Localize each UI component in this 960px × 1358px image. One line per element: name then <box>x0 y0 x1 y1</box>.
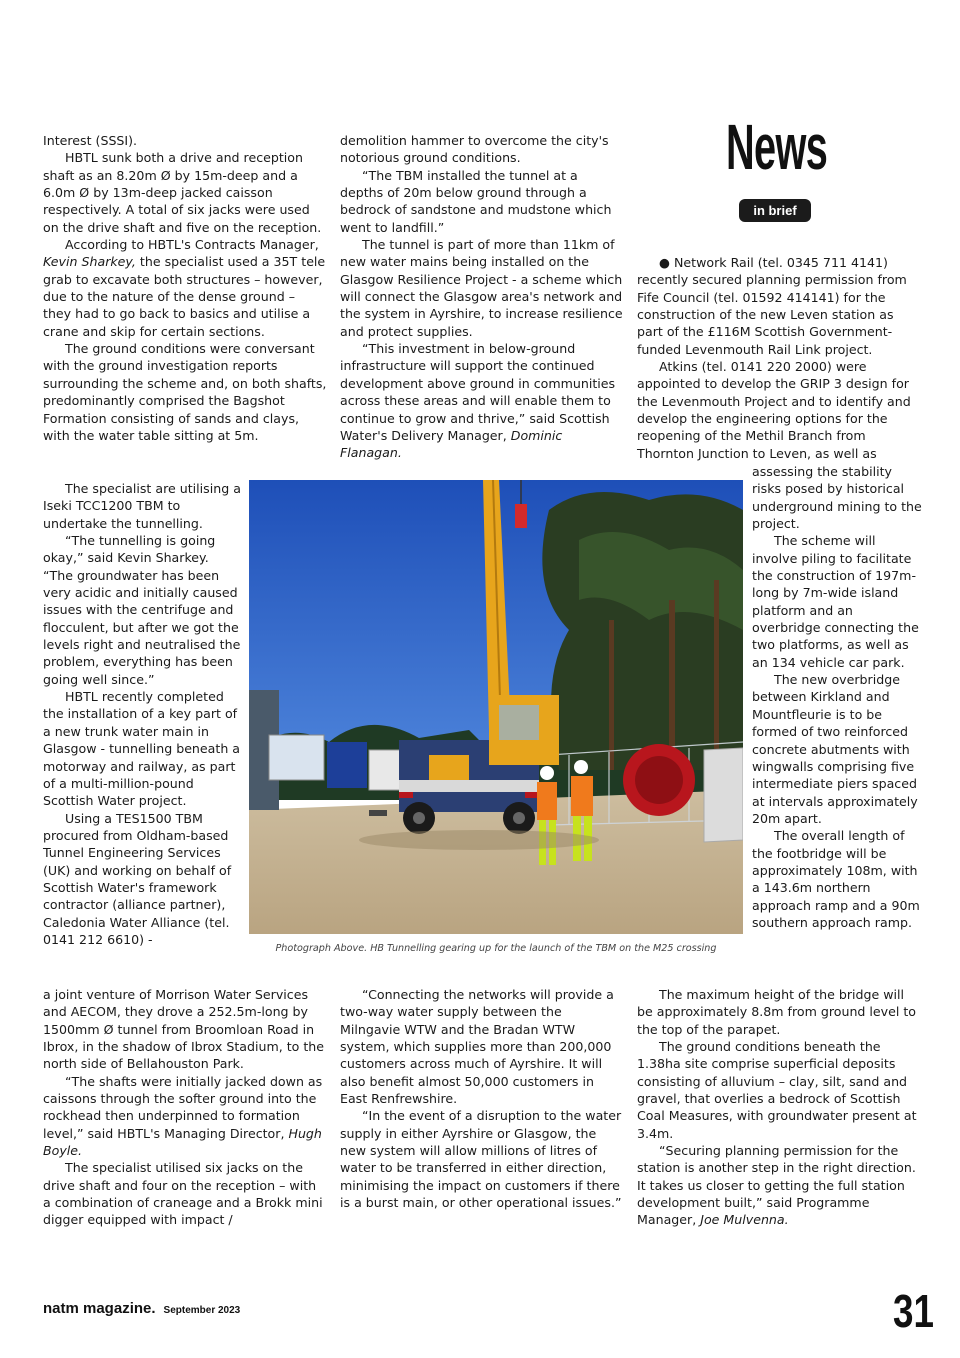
paragraph: a joint venture of Morrison Water Services and AECOM, they drove a 252.5m-long by 1500mm Ø tunnel from Broomloan Road in Ibrox, in the shadow of Ibrox Stadium, to the north side of Bellahouston Park. <box>43 987 325 1072</box>
column-3-top <box>637 254 921 462</box>
paragraph: “In the event of a disruption to the water supply in either Ayrshire or Glasgow, the new system will allow millions of litres of water to be transferred in either direction, minimising the impact on customers if there is a burst main, or other operational issues.” <box>340 1108 622 1211</box>
pine-trees <box>542 492 743 770</box>
paragraph: “This investment in below-ground infrastructure will support the continued development above ground in communities across these areas and will enable them to continue to grow and thrive,” said Scottish Water's Delivery Manager, Dominic Flanagan. <box>340 341 616 461</box>
column-2-top <box>340 132 624 462</box>
paragraph: “Securing planning permission for the station is another step in the right direction. It takes us closer to getting the full station development built,” said Programme Manager, Joe Mulvenna. <box>637 1143 916 1228</box>
paragraph: assessing the stability risks posed by historical underground mining to the project. <box>752 464 922 532</box>
footer-masthead <box>43 1300 240 1317</box>
page-number: 31 <box>893 1285 934 1337</box>
paragraph: The maximum height of the bridge will be approximately 8.8m from ground level to the top of the parapet. <box>637 987 917 1037</box>
paragraph: Atkins (tel. 0141 220 2000) were appointed to develop the GRIP 3 design for the Levenmouth Project and to identify and develop the engineering options for the reopening of the Methil Branch from Thornton Junction to Leven, as well as <box>637 359 911 461</box>
column-2-bottom <box>340 986 624 1211</box>
paragraph: HBTL recently completed the installation of a key part of a new trunk water main in Glasgow - tunnelling beneath a motorway and railway, as part of a multi-million-pound Scottish Water project. <box>43 689 241 809</box>
paragraph: The new overbridge between Kirkland and Mountfleurie is to be formed of two reinforced concrete abutments with wingwalls comprising five intermediate piers spaced at intervals approximately 20m apart. <box>752 672 918 826</box>
paragraph: “The TBM installed the tunnel at a depths of 20m below ground through a bedrock of sandstone and mudstone which went to landfill.” <box>340 167 612 235</box>
paragraph: Using a TES1500 TBM procured from Oldham-based Tunnel Engineering Services (UK) and working on behalf of Scottish Water's framework contractor (alliance partner), Caledonia Water Alliance (tel. 0141 212 6610) - <box>43 810 232 947</box>
in-brief-badge: in brief <box>739 199 811 222</box>
paragraph: “Connecting the networks will provide a two-way water supply between the Milngavie WTW and the Bradan WTW system, which supplies more than 200,000 customers across much of Ayrshire. It will also benefit almost 50,000 customers in East Renfrewshire. <box>340 987 614 1107</box>
issue-date: September 2023 <box>163 1305 241 1316</box>
column-1-bottom <box>43 986 327 1229</box>
column-3-bottom <box>637 986 921 1229</box>
paragraph: The specialist are utilising a Iseki TCC1200 TBM to undertake the tunnelling. <box>43 481 241 531</box>
column-1-narrow <box>43 480 241 948</box>
paragraph: The scheme will involve piling to facilitate the construction of 197m-long by 7m-wide island platform and an overbridge connecting the two platforms, as well as an 134 vehicle car park. <box>752 533 919 670</box>
column-3-narrow <box>752 463 922 931</box>
paragraph: HBTL sunk both a drive and reception shaft as an 8.20m Ø by 15m-deep and a 6.0m Ø by 13m-deep jacked caisson respectively. A total of six jacks were used on the drive shaft and five on the reception. <box>43 150 322 235</box>
photo-illustration <box>249 480 743 934</box>
magazine-name: natm magazine. <box>43 1300 156 1317</box>
crane-site-photo <box>249 480 743 934</box>
paragraph: ● Network Rail (tel. 0345 711 4141) recently secured planning permission from Fife Council (tel. 01592 414141) for the construction of the new Leven station as part of the £116M Scottish Government-funded Levenmouth Rail Link project. <box>637 255 907 357</box>
paragraph: The overall length of the footbridge will be approximately 108m, with a 143.6m northern approach ramp and a 90m southern approach ramp. <box>752 828 920 930</box>
paragraph: Interest (SSSI). <box>43 133 138 148</box>
paragraph: “The tunnelling is going okay,” said Kevin Sharkey. “The groundwater has been very acidic and initially caused issues with the centrifuge and flocculent, but after we got the levels right and neutralised the problem, everything has been going well since.” <box>43 533 241 687</box>
paragraph: The tunnel is part of more than 11km of new water mains being installed on the Glasgow Resilience Project - a scheme which will connect the Glasgow area's network and the system in Ayrshire, to increase resilience and protect supplies. <box>340 237 623 339</box>
section-title: News <box>726 111 828 183</box>
photo-caption: Photograph Above. HB Tunnelling gearing up for the launch of the TBM on the M25 crossing <box>275 943 717 954</box>
column-1-top <box>43 132 327 444</box>
paragraph: According to HBTL's Contracts Manager, Kevin Sharkey, the specialist used a 35T tele grab to excavate both structures – however, due to the nature of the dense ground – they had to go back to basics and utilise a crane and skip for certain sections. <box>43 237 326 339</box>
paragraph: The specialist utilised six jacks on the drive shaft and four on the reception – with a combination of craneage and a Brokk mini digger equipped with impact / <box>43 1160 323 1228</box>
paragraph: The ground conditions were conversant with the ground investigation reports surrounding the scheme and, on both shafts, predominantly comprised the Bagshot Formation consisting of sands and clays, with the water table sitting at 5m. <box>43 341 327 443</box>
paragraph: The ground conditions beneath the 1.38ha site comprise superficial deposits consisting of alluvium – clay, silt, sand and gravel, that overlies a bedrock of Scottish Coal Measures, with groundwater present at 3.4m. <box>637 1039 917 1141</box>
paragraph: demolition hammer to overcome the city's notorious ground conditions. <box>340 133 609 166</box>
paragraph: “The shafts were initially jacked down as caissons through the softer ground into the rockhead then underpinned to formation level,” said HBTL's Managing Director, Hugh Boyle. <box>43 1073 323 1159</box>
